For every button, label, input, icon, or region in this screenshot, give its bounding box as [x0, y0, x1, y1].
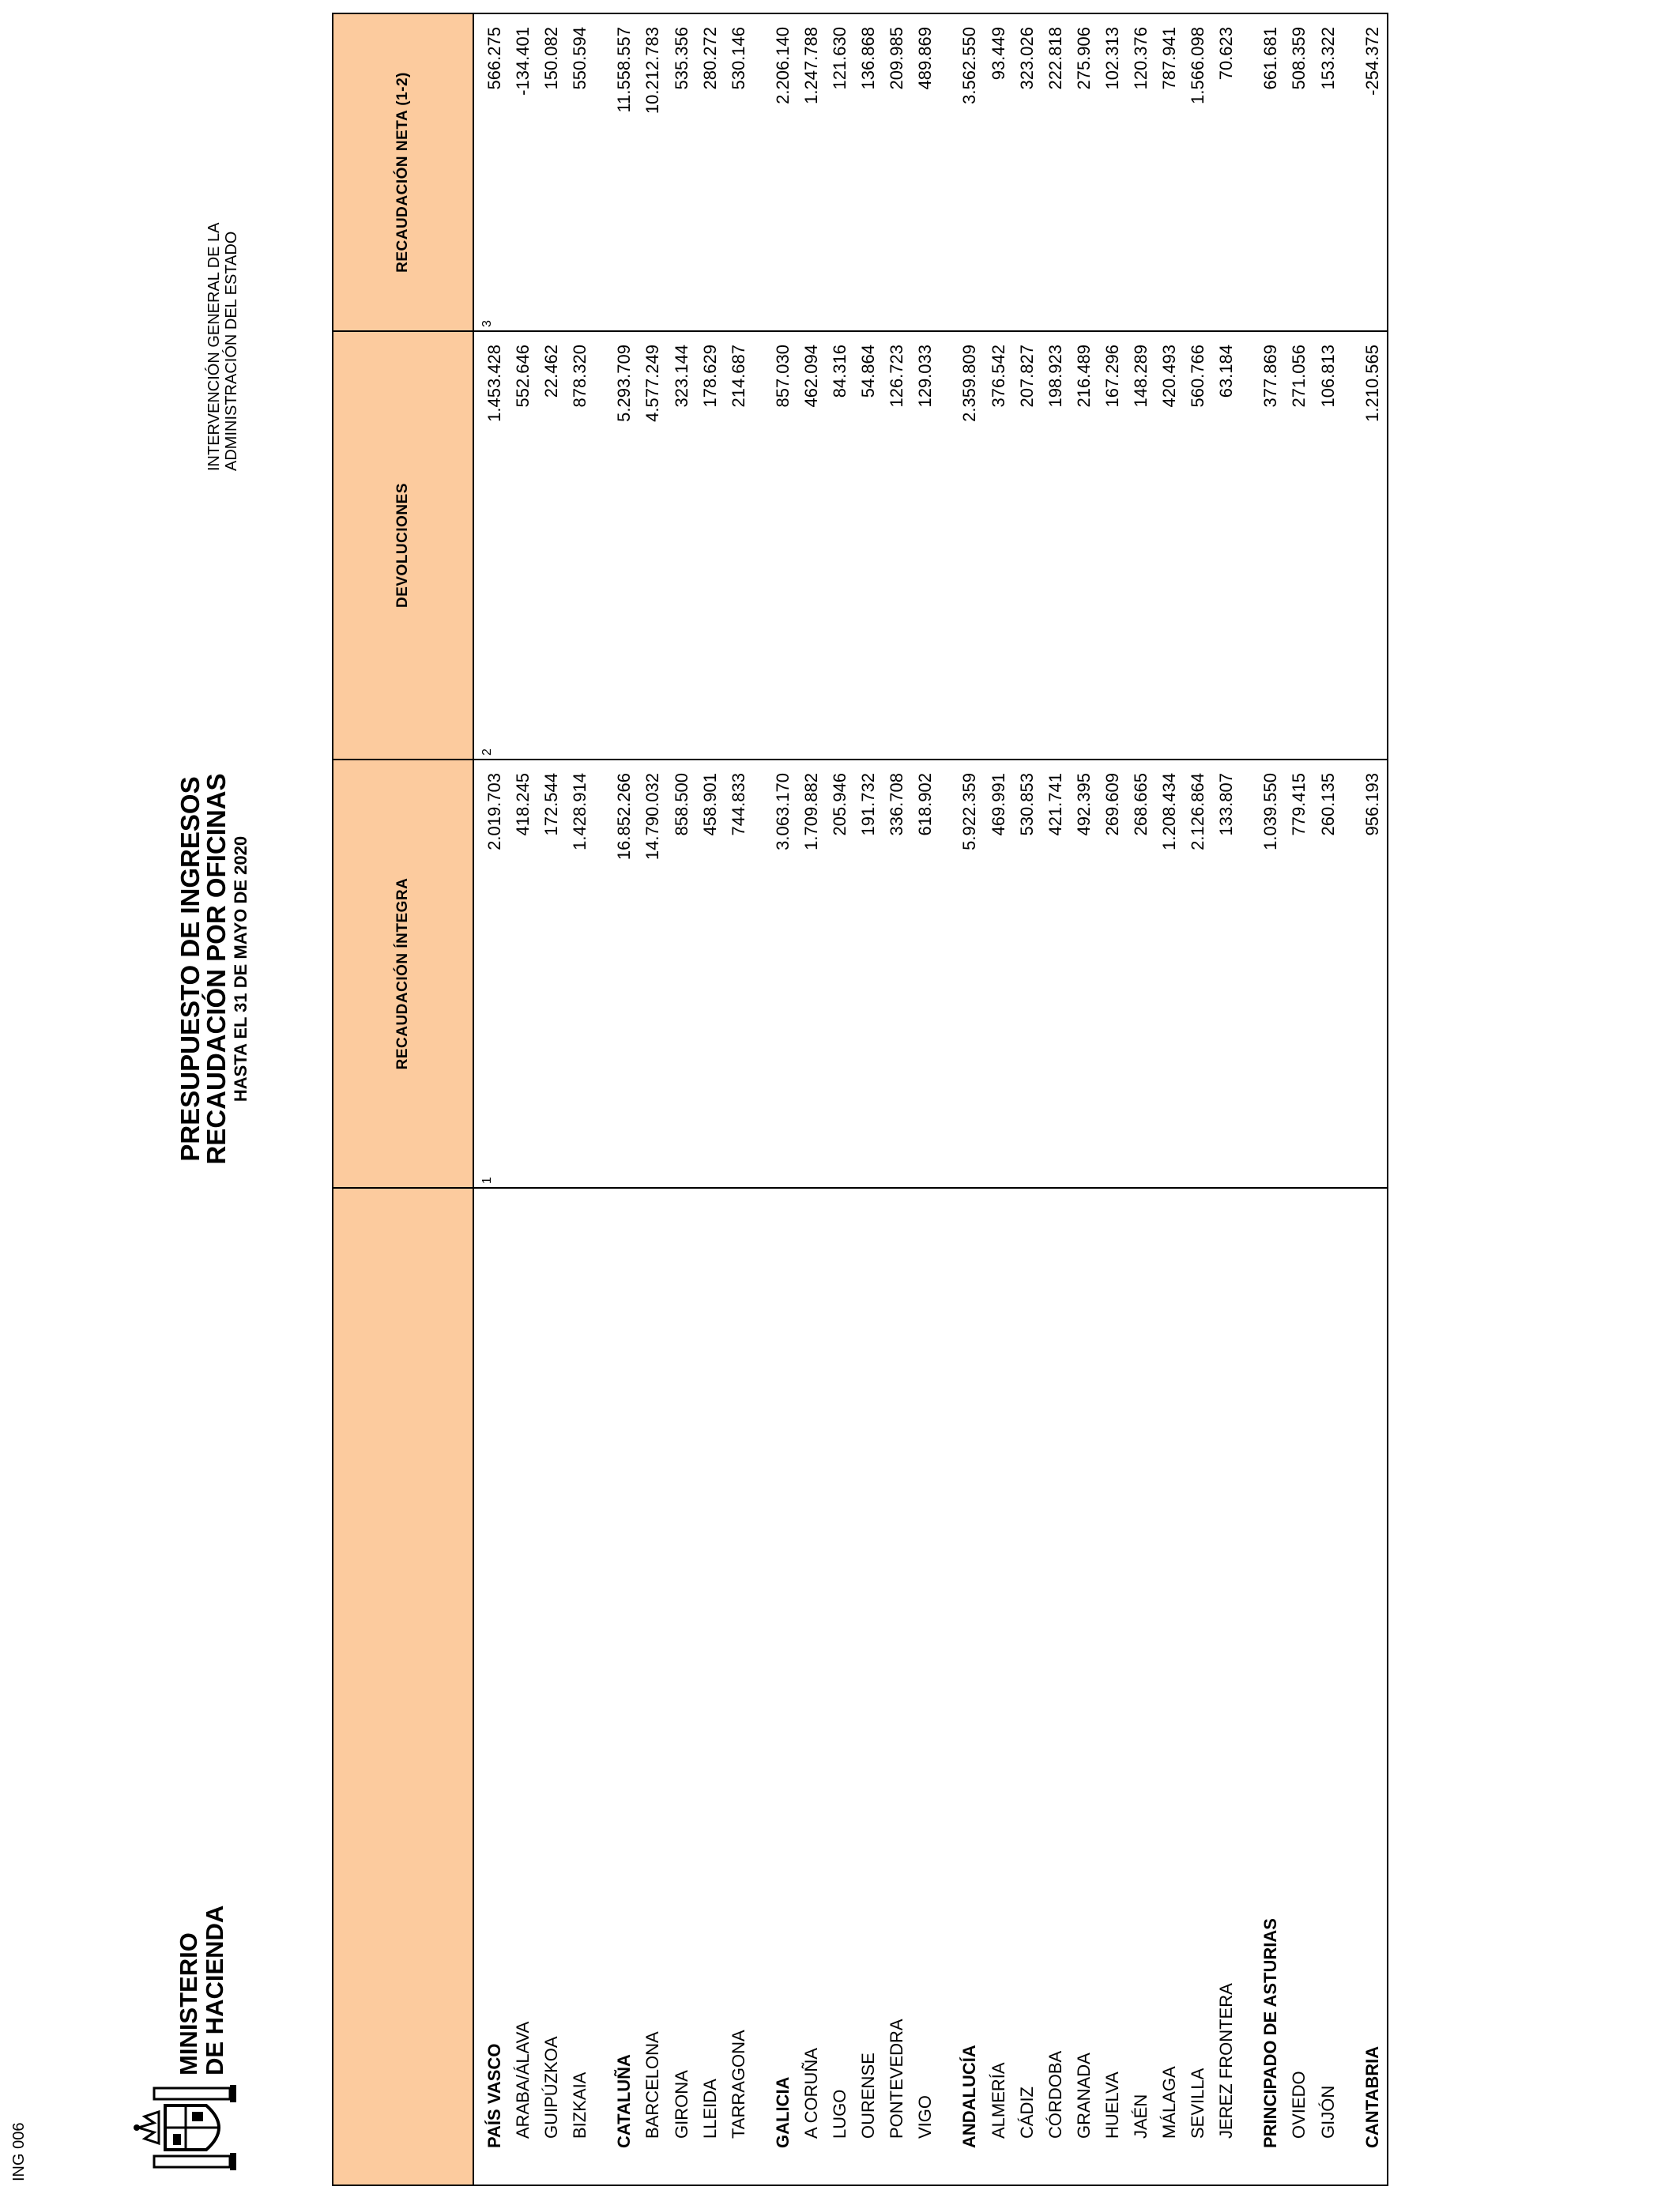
ministry-line-1: MINISTERIO [175, 1932, 202, 2075]
spacer-cell [940, 331, 955, 760]
spacer-cell [1343, 331, 1358, 760]
table-row [1314, 13, 1343, 2185]
region-name: PAÍS VASCO [473, 1188, 509, 2185]
group-row [610, 13, 638, 2185]
net-value: 120.376 [1127, 13, 1155, 331]
table-row [826, 13, 854, 2185]
office-name: A CORUÑA [797, 1188, 826, 2185]
refunds-value: 216.489 [1070, 331, 1098, 760]
col-number: 3 [480, 319, 494, 327]
region-name: CANTABRIA [1358, 1188, 1388, 2185]
group-row [473, 13, 509, 2185]
table-row [1127, 13, 1155, 2185]
net-value: 550.594 [566, 13, 594, 331]
spacer-cell [753, 1188, 769, 2185]
table-row [797, 13, 826, 2185]
gross-value: 260.135 [1314, 760, 1343, 1188]
office-name: HUELVA [1098, 1188, 1127, 2185]
spacer-cell [753, 13, 769, 331]
group-row [1256, 13, 1285, 2185]
office-name: PONTEVEDRA [883, 1188, 911, 2185]
net-value: 10.212.783 [638, 13, 667, 331]
table-row [985, 13, 1013, 2185]
refunds-value: 106.813 [1314, 331, 1343, 760]
office-name: GIJÓN [1314, 1188, 1343, 2185]
spacer-cell [594, 13, 610, 331]
net-value: 93.449 [985, 13, 1013, 331]
gross-value: 205.946 [826, 760, 854, 1188]
spacer-row [753, 13, 769, 2185]
table-row [537, 13, 566, 2185]
gross-value: 418.245 [509, 760, 537, 1188]
spacer-cell [1343, 1188, 1358, 2185]
coat-of-arms-icon [130, 2083, 241, 2172]
net-value: 661.681 [1256, 13, 1285, 331]
refunds-value: 420.493 [1155, 331, 1184, 760]
gross-value: 530.853 [1013, 760, 1042, 1188]
refunds-value: 376.542 [985, 331, 1013, 760]
gross-value: 1.039.550 [1256, 760, 1285, 1188]
gross-value: 191.732 [854, 760, 883, 1188]
table-row [1212, 13, 1241, 2185]
spacer-cell [1343, 760, 1358, 1188]
office-name: VIGO [911, 1188, 940, 2185]
table-row [696, 13, 725, 2185]
spacer-cell [1241, 760, 1256, 1188]
col-number: 1 [480, 1176, 494, 1184]
net-value: 1.566.098 [1184, 13, 1212, 331]
table-row [1098, 13, 1127, 2185]
table-row [911, 13, 940, 2185]
gross-value: 269.609 [1098, 760, 1127, 1188]
refunds-value: 5.293.709 [610, 331, 638, 760]
gross-value: 492.395 [1070, 760, 1098, 1188]
col-header-office [333, 1188, 473, 2185]
net-value: 222.818 [1042, 13, 1070, 331]
refunds-value: 560.766 [1184, 331, 1212, 760]
office-name: ALMERÍA [985, 1188, 1013, 2185]
spacer-row [1343, 13, 1358, 2185]
gross-value: 133.807 [1212, 760, 1241, 1188]
spacer-row [594, 13, 610, 2185]
office-name: BARCELONA [638, 1188, 667, 2185]
gross-value: 2.019.703 [473, 760, 509, 1188]
gross-value: 956.193 [1358, 760, 1388, 1188]
table-row [1013, 13, 1042, 2185]
office-name: SEVILLA [1184, 1188, 1212, 2185]
net-value: 280.272 [696, 13, 725, 331]
refunds-value: 63.184 [1212, 331, 1241, 760]
table-row [668, 13, 696, 2185]
spacer-cell [940, 1188, 955, 2185]
table-row [638, 13, 667, 2185]
table-row [1285, 13, 1313, 2185]
refunds-value: 4.577.249 [638, 331, 667, 760]
region-name: ANDALUCÍA [955, 1188, 984, 2185]
gross-value: 458.901 [696, 760, 725, 1188]
col-label: DEVOLUCIONES [394, 482, 411, 609]
gross-value: 779.415 [1285, 760, 1313, 1188]
gross-value: 3.063.170 [769, 760, 797, 1188]
net-value: 787.941 [1155, 13, 1184, 331]
net-value: 121.630 [826, 13, 854, 331]
table-body [473, 13, 1388, 2185]
office-name: LUGO [826, 1188, 854, 2185]
net-value: 275.906 [1070, 13, 1098, 331]
refunds-value: 2.359.809 [955, 331, 984, 760]
issuer-line-2: ADMINISTRACIÓN DEL ESTADO [223, 231, 240, 471]
refunds-value: 129.033 [911, 331, 940, 760]
gross-value: 336.708 [883, 760, 911, 1188]
net-value: 153.322 [1314, 13, 1343, 331]
col-label: RECAUDACIÓN NETA (1-2) [394, 72, 411, 273]
spacer-row [1241, 13, 1256, 2185]
refunds-value: 198.923 [1042, 331, 1070, 760]
gross-value: 5.922.359 [955, 760, 984, 1188]
units-label [312, 0, 334, 297]
gross-value: 858.500 [668, 760, 696, 1188]
spacer-cell [1241, 1188, 1256, 2185]
region-name: GALICIA [769, 1188, 797, 2185]
spacer-cell [594, 1188, 610, 2185]
net-value: 136.868 [854, 13, 883, 331]
refunds-value: 323.144 [668, 331, 696, 760]
table-row [1155, 13, 1184, 2185]
spacer-cell [1343, 13, 1358, 331]
refunds-value: 552.646 [509, 331, 537, 760]
gross-value: 172.544 [537, 760, 566, 1188]
table-row [854, 13, 883, 2185]
ministry-line-2: DE HACIENDA [201, 1905, 228, 2075]
office-name: LLEIDA [696, 1188, 725, 2185]
header-row [333, 13, 473, 2185]
gross-value: 618.902 [911, 760, 940, 1188]
net-value: 530.146 [725, 13, 753, 331]
net-value: 3.562.550 [955, 13, 984, 331]
table-row [509, 13, 537, 2185]
spacer-cell [594, 331, 610, 760]
spacer-cell [940, 13, 955, 331]
table-row [566, 13, 594, 2185]
refunds-value: 1.210.565 [1358, 331, 1388, 760]
gross-value: 1.208.434 [1155, 760, 1184, 1188]
group-row [769, 13, 797, 2185]
spacer-cell [1241, 331, 1256, 760]
refunds-value: 126.723 [883, 331, 911, 760]
period-label: HASTA EL 31 DE MAYO DE 2020 [231, 835, 250, 1103]
refunds-value: 178.629 [696, 331, 725, 760]
issuer-label [205, 222, 240, 471]
gross-value: 16.852.266 [610, 760, 638, 1188]
table-row [1070, 13, 1098, 2185]
office-name: OURENSE [854, 1188, 883, 2185]
net-value: -254.372 [1358, 13, 1388, 331]
office-name: BIZKAIA [566, 1188, 594, 2185]
refunds-value: 54.864 [854, 331, 883, 760]
table-row [883, 13, 911, 2185]
net-value: 489.869 [911, 13, 940, 331]
gross-value: 14.790.032 [638, 760, 667, 1188]
office-name: CÓRDOBA [1042, 1188, 1070, 2185]
table-row [1042, 13, 1070, 2185]
refunds-value: 84.316 [826, 331, 854, 760]
table-row [1184, 13, 1212, 2185]
group-row [1358, 13, 1388, 2185]
net-value: 2.206.140 [769, 13, 797, 331]
refunds-value: 857.030 [769, 331, 797, 760]
net-value: 508.359 [1285, 13, 1313, 331]
office-name: JEREZ FRONTERA [1212, 1188, 1241, 2185]
spacer-cell [594, 760, 610, 1188]
refunds-value: 377.869 [1256, 331, 1285, 760]
gross-value: 2.126.864 [1184, 760, 1212, 1188]
net-value: 102.313 [1098, 13, 1127, 331]
refunds-value: 22.462 [537, 331, 566, 760]
refunds-value: 214.687 [725, 331, 753, 760]
issuer-line-1: INTERVENCIÓN GENERAL DE LA [205, 222, 223, 471]
spacer-row [940, 13, 955, 2185]
group-row [955, 13, 984, 2185]
ministry-name [175, 1906, 228, 2075]
refunds-value: 167.296 [1098, 331, 1127, 760]
page-title: PRESUPUESTO DE INGRESOS [175, 776, 205, 1162]
refunds-value: 1.453.428 [473, 331, 509, 760]
office-name: TARRAGONA [725, 1188, 753, 2185]
col-number: 2 [480, 748, 494, 756]
office-name: MÁLAGA [1155, 1188, 1184, 2185]
region-name: PRINCIPADO DE ASTURIAS [1256, 1188, 1285, 2185]
form-code: ING 006 [10, 2122, 28, 2181]
gross-value: 744.833 [725, 760, 753, 1188]
net-value: 323.026 [1013, 13, 1042, 331]
office-name: OVIEDO [1285, 1188, 1313, 2185]
col-label: RECAUDACIÓN ÍNTEGRA [394, 877, 411, 1070]
net-value: -134.401 [509, 13, 537, 331]
revenue-table [332, 13, 1388, 2186]
gross-value: 469.991 [985, 760, 1013, 1188]
page-subtitle: RECAUDACIÓN POR OFICINAS [202, 773, 231, 1165]
refunds-value: 207.827 [1013, 331, 1042, 760]
office-name: JAÉN [1127, 1188, 1155, 2185]
table-row [725, 13, 753, 2185]
gross-value: 1.428.914 [566, 760, 594, 1188]
net-value: 209.985 [883, 13, 911, 331]
gross-value: 1.709.882 [797, 760, 826, 1188]
office-name: GUIPÚZKOA [537, 1188, 566, 2185]
refunds-value: 878.320 [566, 331, 594, 760]
office-name: GIRONA [668, 1188, 696, 2185]
office-name: GRANADA [1070, 1188, 1098, 2185]
net-value: 150.082 [537, 13, 566, 331]
gross-value: 268.665 [1127, 760, 1155, 1188]
spacer-cell [1241, 13, 1256, 331]
net-value: 11.558.557 [610, 13, 638, 331]
net-value: 1.247.788 [797, 13, 826, 331]
spacer-cell [753, 331, 769, 760]
spacer-cell [940, 760, 955, 1188]
spacer-cell [753, 760, 769, 1188]
net-value: 566.275 [473, 13, 509, 331]
net-value: 70.623 [1212, 13, 1241, 331]
refunds-value: 148.289 [1127, 331, 1155, 760]
refunds-value: 271.056 [1285, 331, 1313, 760]
office-name: ARABA/ÁLAVA [509, 1188, 537, 2185]
region-name: CATALUÑA [610, 1188, 638, 2185]
gross-value: 421.741 [1042, 760, 1070, 1188]
office-name: CÁDIZ [1013, 1188, 1042, 2185]
refunds-value: 462.094 [797, 331, 826, 760]
net-value: 535.356 [668, 13, 696, 331]
